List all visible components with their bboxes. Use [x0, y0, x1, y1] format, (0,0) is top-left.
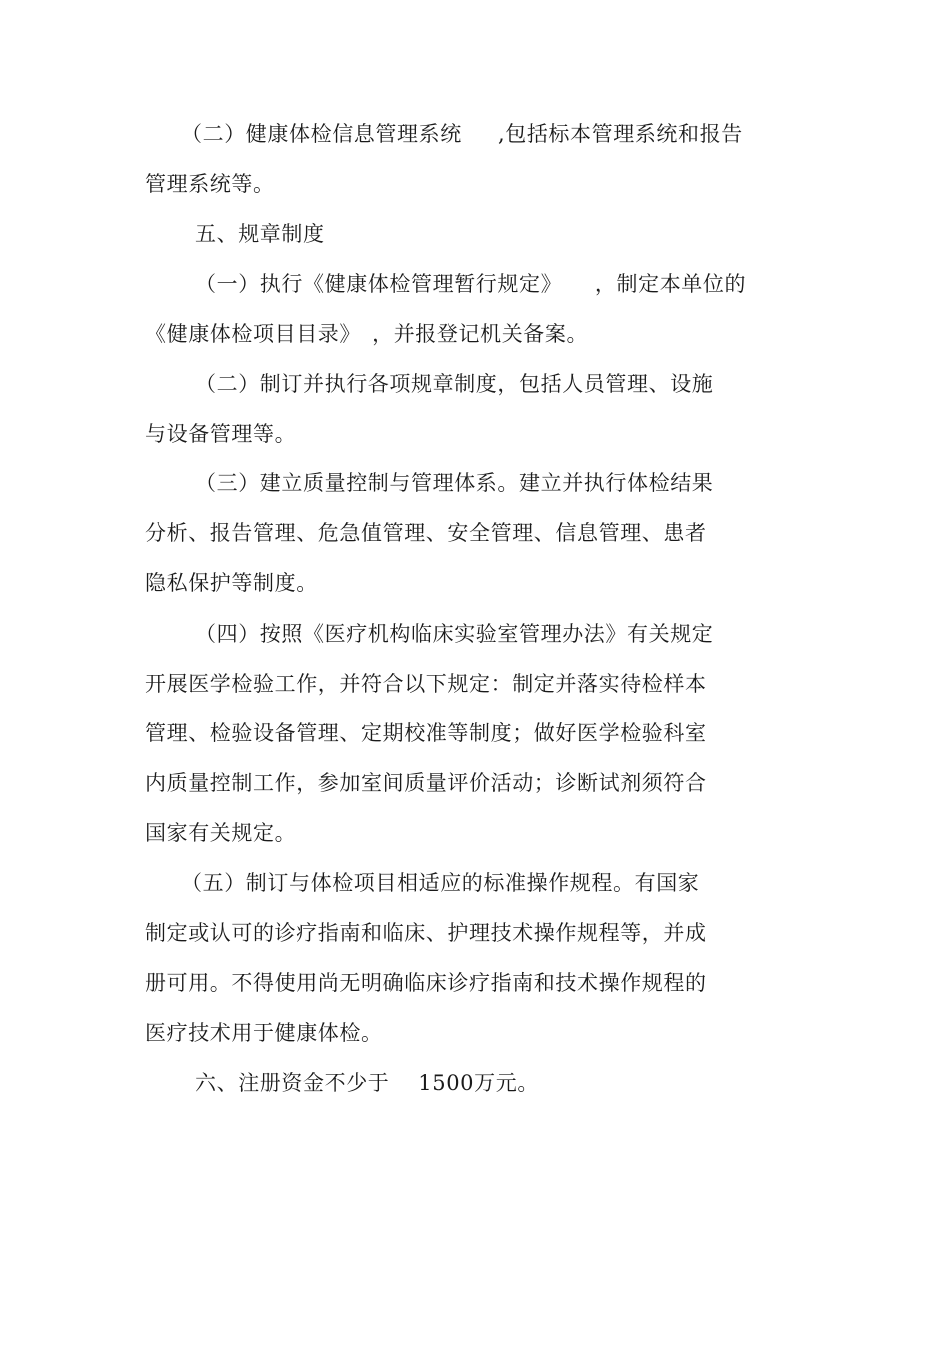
paragraph-line: 开展医学检验工作，并符合以下规定：制定并落实待检样本	[145, 672, 707, 696]
paragraph-line: 隐私保护等制度。	[145, 571, 318, 595]
paragraph-line: （一）执行《健康体检管理暂行规定》 ，制定本单位的	[195, 272, 747, 296]
paragraph-line: 医疗技术用于健康体检。	[145, 1021, 383, 1045]
paragraph-line: 内质量控制工作，参加室间质量评价活动；诊断试剂须符合	[145, 771, 707, 795]
paragraph-line: 册可用。不得使用尚无明确临床诊疗指南和技术操作规程的	[145, 971, 707, 995]
section-heading: 五、规章制度	[195, 222, 325, 246]
paragraph-line: （二）制订并执行各项规章制度，包括人员管理、设施	[195, 372, 714, 396]
paragraph-line: （二）健康体检信息管理系统 ,包括标本管理系统和报告	[181, 122, 743, 146]
paragraph-line: 《健康体检项目目录》 ，并报登记机关备案。	[145, 322, 589, 346]
section-heading: 六、注册资金不少于 1500万元。	[195, 1071, 539, 1095]
paragraph-line: 国家有关规定。	[145, 821, 297, 845]
paragraph-line: 制定或认可的诊疗指南和临床、护理技术操作规程等，并成	[145, 921, 707, 945]
paragraph-line: 分析、报告管理、危急值管理、安全管理、信息管理、患者	[145, 521, 707, 545]
paragraph-line: （四）按照《医疗机构临床实验室管理办法》有关规定	[195, 622, 714, 646]
paragraph-line: 管理系统等。	[145, 172, 275, 196]
paragraph-line: 管理、检验设备管理、定期校准等制度；做好医学检验科室	[145, 721, 707, 745]
paragraph-line: （五）制订与体检项目相适应的标准操作规程。有国家	[181, 871, 700, 895]
paragraph-line: 与设备管理等。	[145, 422, 297, 446]
paragraph-line: （三）建立质量控制与管理体系。建立并执行体检结果	[195, 471, 714, 495]
